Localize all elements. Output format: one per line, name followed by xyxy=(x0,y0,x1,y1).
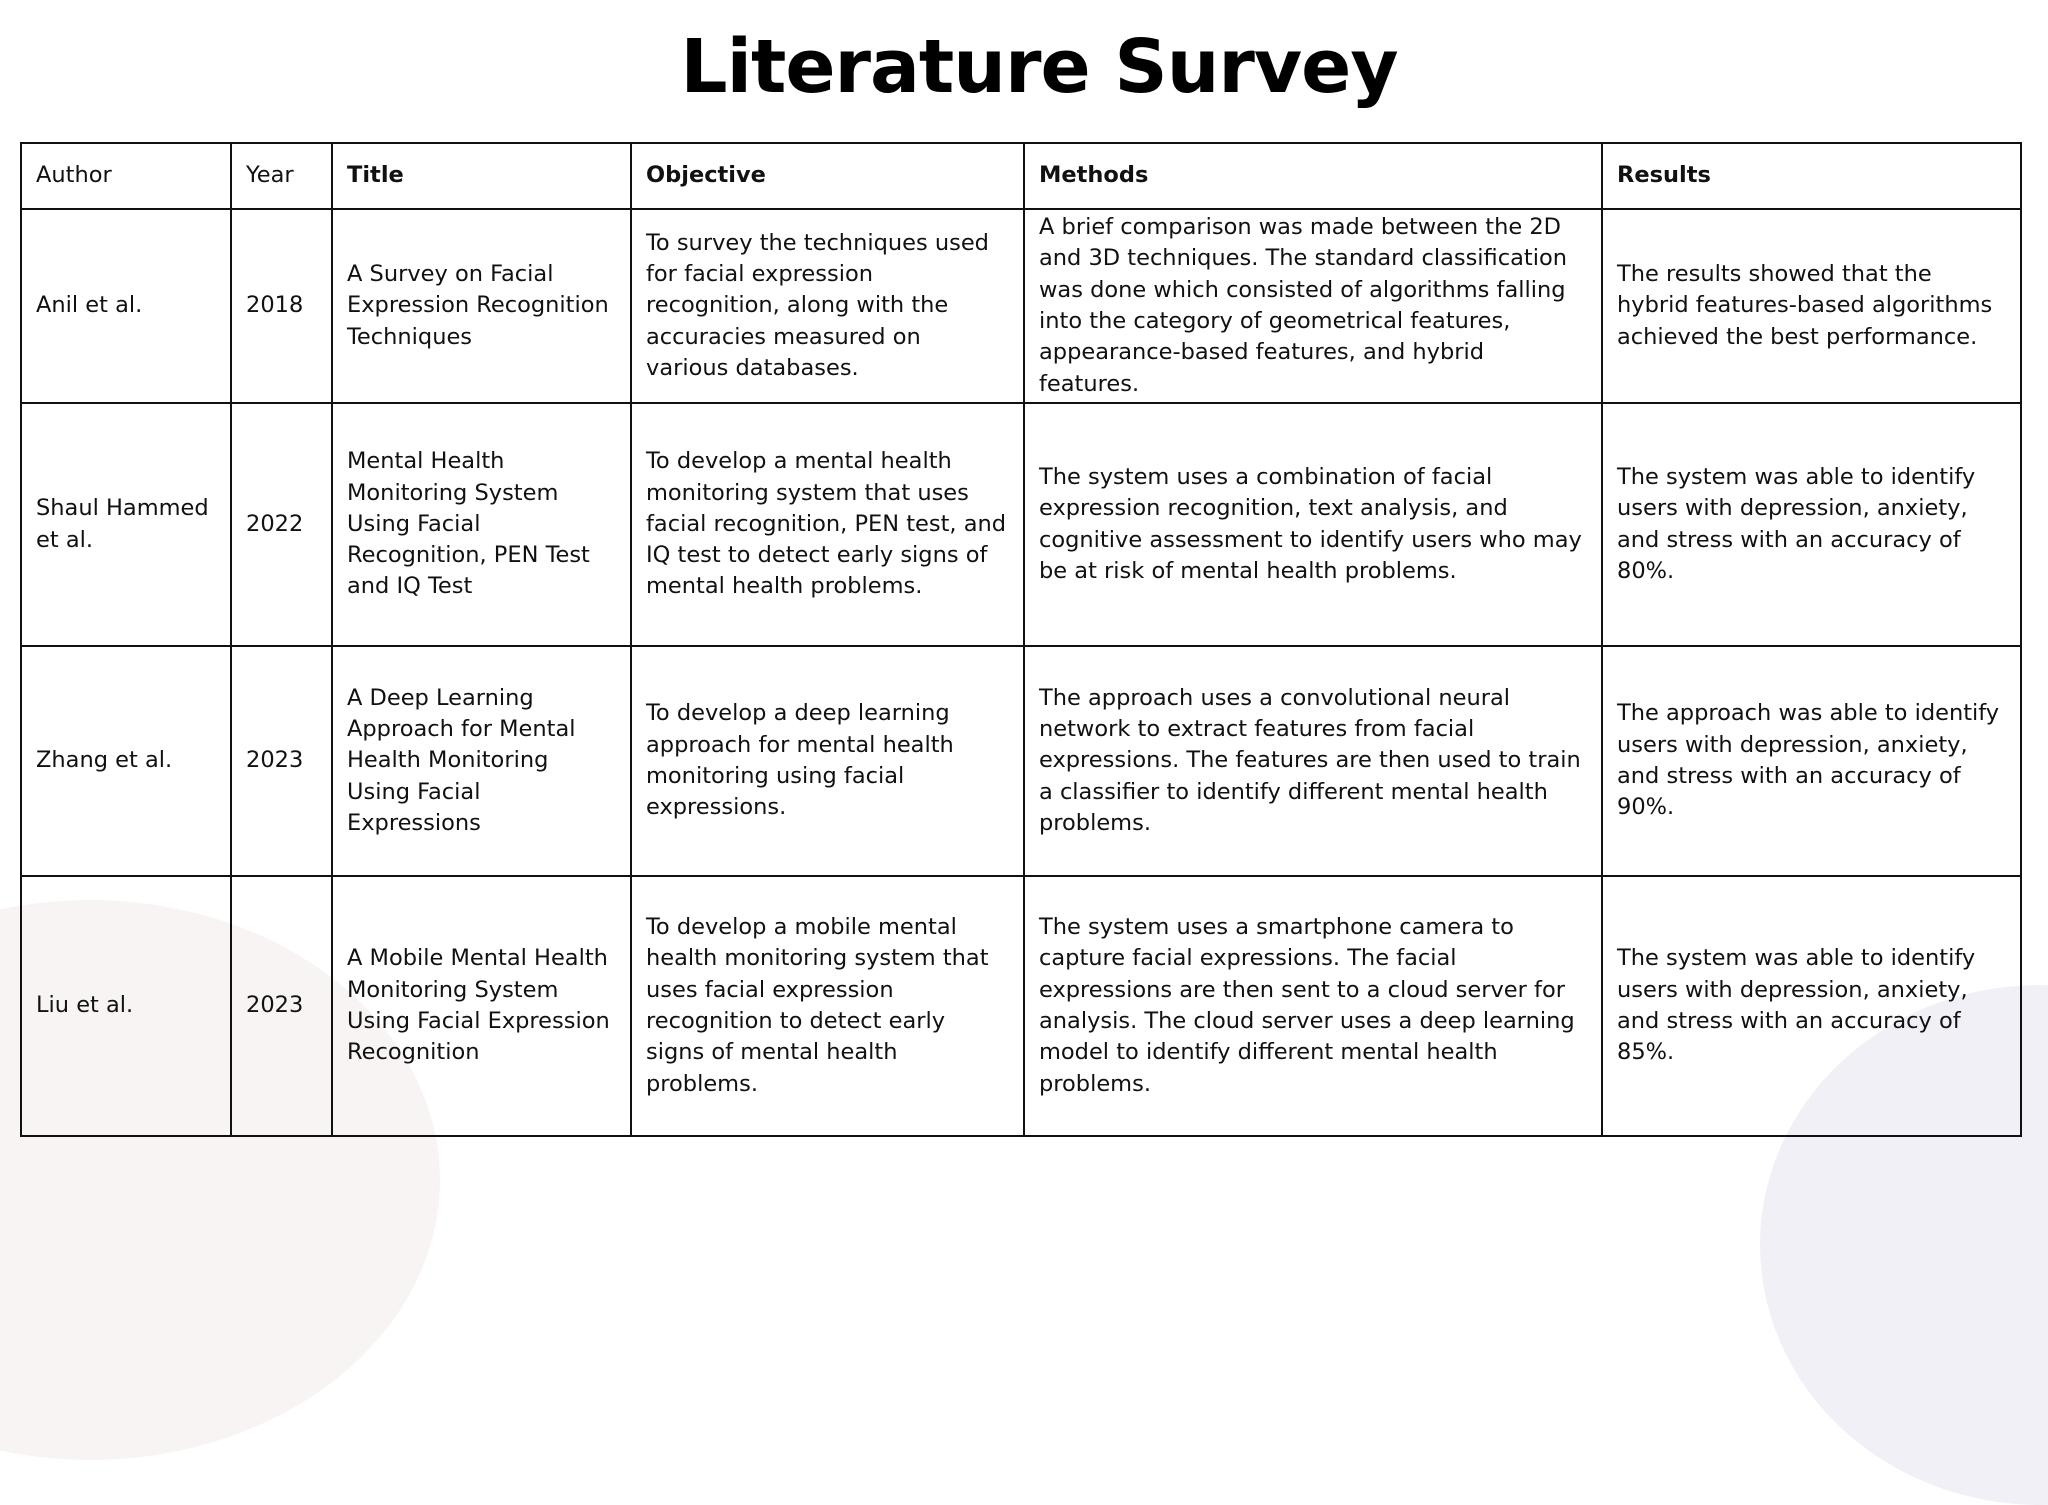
table-row xyxy=(21,876,2021,1136)
cell-year: 2023 xyxy=(231,646,332,876)
page-title: Literature Survey xyxy=(680,24,1398,110)
header-title: Title xyxy=(332,143,631,209)
cell-results: The approach was able to identify users with depression, anxiety, and stress with an accuracy of 90%. xyxy=(1602,646,2021,876)
cell-author: Zhang et al. xyxy=(21,646,231,876)
literature-survey-table xyxy=(20,142,2022,1137)
cell-methods: The approach uses a convolutional neural network to extract features from facial expressions. The features are then used to train a classifier to identify different mental health problems. xyxy=(1024,646,1602,876)
cell-objective: To develop a deep learning approach for mental health monitoring using facial expressions. xyxy=(631,646,1024,876)
cell-year: 2023 xyxy=(231,876,332,1136)
cell-title: A Mobile Mental Health Monitoring System Using Facial Expression Recognition xyxy=(332,876,631,1136)
cell-author: Anil et al. xyxy=(21,209,231,403)
cell-year: 2018 xyxy=(231,209,332,403)
cell-results: The system was able to identify users with depression, anxiety, and stress with an accuracy of 80%. xyxy=(1602,403,2021,646)
header-methods: Methods xyxy=(1024,143,1602,209)
cell-objective: To survey the techniques used for facial expression recognition, along with the accuracies measured on various databases. xyxy=(631,209,1024,403)
cell-year: 2022 xyxy=(231,403,332,646)
cell-results: The results showed that the hybrid features-based algorithms achieved the best performance. xyxy=(1602,209,2021,403)
cell-title: A Deep Learning Approach for Mental Health Monitoring Using Facial Expressions xyxy=(332,646,631,876)
cell-objective: To develop a mobile mental health monitoring system that uses facial expression recognition to detect early signs of mental health problems. xyxy=(631,876,1024,1136)
cell-title: A Survey on Facial Expression Recognition Techniques xyxy=(332,209,631,403)
cell-objective: To develop a mental health monitoring system that uses facial recognition, PEN test, and IQ test to detect early signs of mental health problems. xyxy=(631,403,1024,646)
table-row xyxy=(21,403,2021,646)
table-header-row xyxy=(21,143,2021,209)
cell-author: Shaul Hammed et al. xyxy=(21,403,231,646)
table-row xyxy=(21,646,2021,876)
header-objective: Objective xyxy=(631,143,1024,209)
cell-author: Liu et al. xyxy=(21,876,231,1136)
cell-methods: The system uses a combination of facial expression recognition, text analysis, and cognitive assessment to identify users who may be at risk of mental health problems. xyxy=(1024,403,1602,646)
cell-methods: A brief comparison was made between the 2D and 3D techniques. The standard classification was done which consisted of algorithms falling into the category of geometrical features, appearance-based features, and hybrid features. xyxy=(1024,209,1602,403)
cell-title: Mental Health Monitoring System Using Facial Recognition, PEN Test and IQ Test xyxy=(332,403,631,646)
cell-methods: The system uses a smartphone camera to capture facial expressions. The facial expressions are then sent to a cloud server for analysis. The cloud server uses a deep learning model to identify different mental health problems. xyxy=(1024,876,1602,1136)
header-year: Year xyxy=(231,143,332,209)
cell-results: The system was able to identify users with depression, anxiety, and stress with an accuracy of 85%. xyxy=(1602,876,2021,1136)
table-row xyxy=(21,209,2021,403)
header-results: Results xyxy=(1602,143,2021,209)
header-author: Author xyxy=(21,143,231,209)
